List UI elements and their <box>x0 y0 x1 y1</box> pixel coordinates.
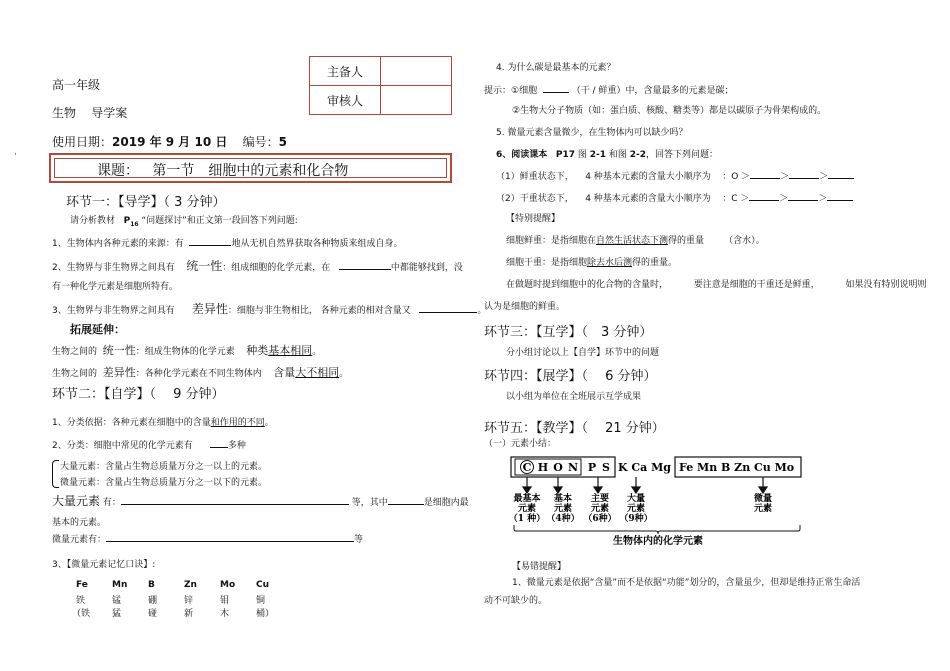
element-symbols-row <box>76 580 292 590</box>
extension-heading: 拓展延伸： <box>70 323 125 336</box>
section5-heading: 环节五：【教学】（ 21 分钟） <box>484 421 665 436</box>
fresh-weight-def <box>506 233 765 246</box>
category-label: （9种） <box>619 514 653 524</box>
elem-name: 铁 <box>76 596 86 606</box>
q6-2-text-c: ：C ＞ <box>722 194 750 204</box>
judge-text-b: 要注意是细胞的干重还是鲜重， <box>693 280 820 290</box>
section3-heading: 环节三：【互学】（ 3 分钟） <box>484 325 653 340</box>
question-6-2 <box>496 190 853 204</box>
error-heading: 【易错提醒】 <box>512 562 567 572</box>
category-label: 元素 <box>626 504 646 514</box>
basis-underlined: 和作用的不同 <box>210 418 265 428</box>
hint1-text-a: 提示：①细胞 <box>484 86 538 96</box>
elem-name: 锰 <box>112 596 122 606</box>
mnemonic-word: 桶） <box>256 609 275 619</box>
judge-note-line2: 认为是细胞的鲜重。 <box>484 302 566 312</box>
elem-name: 锌 <box>184 596 194 606</box>
loose-elements: K Ca Mg <box>618 461 671 474</box>
question-6-1 <box>496 168 854 182</box>
tip-heading: 【特别提醒】 <box>506 214 561 224</box>
macro-text-b: 等，其中 <box>351 498 388 508</box>
section4-body: 以小组为单位在全班展示互学成果 <box>506 392 642 402</box>
macro-text-c: 是细胞内最 <box>423 498 469 508</box>
q6-1-gt-2: ＞ <box>819 172 829 182</box>
q3-text-b: ：细胞与非生物相比， 各种元素的相对含量又 <box>227 306 411 316</box>
elem-symbol: B <box>148 580 155 590</box>
element-symbol: C <box>522 461 532 474</box>
element-symbol: N <box>567 461 579 474</box>
q6-2-blank-1[interactable] <box>749 190 779 201</box>
category-label: 元素 <box>553 504 573 514</box>
diagram-bottom-label: 生物体内的化学元素 <box>613 536 703 547</box>
q6-2-text-a: （2）干重状态下， <box>496 194 574 204</box>
q1-text-a: 1、生物体内各种元素的来源：有 <box>52 239 184 249</box>
extension-1 <box>52 342 321 358</box>
q6-1-blank-1[interactable] <box>750 168 780 179</box>
date-label: 使用日期： <box>52 135 113 149</box>
error-note-1-line2: 动不可缺少的。 <box>484 596 548 606</box>
q6-fig-label-2: 和图 <box>608 150 627 160</box>
q6-1-text-c: ：O ＞ <box>722 172 751 182</box>
error-note-1: 1、微量元素是依据“含量”而不是依据“功能”划分的，含量虽少，但却是维持正常生命活 <box>512 578 861 588</box>
q6-2-gt-2: ＞ <box>818 194 828 204</box>
dry-text-b: 得的重量。 <box>632 258 678 268</box>
mnemonic-word: 猛 <box>112 609 122 619</box>
macro-blank[interactable] <box>121 494 349 505</box>
element-symbol: H <box>537 461 549 474</box>
fresh-underlined: 自然生活状态下测 <box>596 236 669 246</box>
micro-definition: 微量元素：含量占生物总质量万分之一以下的元素。 <box>60 478 268 488</box>
question-2 <box>52 257 463 274</box>
macro-you: 有： <box>102 498 121 508</box>
dry-underlined: 除去水后测 <box>587 258 633 268</box>
trace-elements: Fe Mn B Zn Cu Mo <box>679 461 795 474</box>
hint1-text-b: （干 / 鲜重）中，含量最多的元素是碳； <box>571 86 734 96</box>
q3-text-a: 3、生物界与非生物界之间具有 <box>52 306 175 316</box>
judge-text-c: 如果没有特别说明则 <box>845 280 927 290</box>
basis-text: 1、分类依据：各种元素在细胞中的含量 <box>52 418 211 428</box>
elem-symbol: Mn <box>112 580 128 590</box>
q6-1-blank-2[interactable] <box>789 168 819 179</box>
micro-label: 微量元素有： <box>52 535 107 545</box>
elem-symbol: Fe <box>76 580 88 590</box>
micro-elements-line <box>52 531 363 545</box>
question-5: 5. 微量元素含量微少，在生物体内可以缺少吗？ <box>496 128 688 138</box>
class-text-a: 2、分类：细胞中常见的化学元素有 <box>52 441 193 451</box>
element-diagram <box>508 453 808 547</box>
class-blank[interactable] <box>210 437 228 448</box>
summary-label: （一）元素小结： <box>484 439 557 449</box>
elem-symbol: Zn <box>184 580 197 590</box>
section3-body: 分小组讨论以上【自学】环节中的问题 <box>506 348 660 358</box>
micro-end: 等 <box>354 535 364 545</box>
q6-fig-label-1: 图 <box>577 150 587 160</box>
question-4: 4. 为什么碳是最基本的元素？ <box>496 63 616 73</box>
mnemonic-word: （铁 <box>72 609 91 619</box>
element-names-row <box>76 593 292 606</box>
question-6 <box>496 147 718 160</box>
ext1-text-b: ：组成生物体的化学元素 <box>135 347 235 357</box>
q6-text-a: 6、阅读课本 <box>496 150 548 160</box>
hint1-blank[interactable] <box>543 82 569 93</box>
elem-name: 硼 <box>148 596 158 606</box>
ext1-text-a: 生物之间的 <box>52 347 98 357</box>
intro-text-a: 请分析教材 <box>70 216 116 226</box>
q2-text-c: 中都能够找到，没 <box>390 263 463 273</box>
element-symbol: S <box>602 461 610 474</box>
q6-text-g: ，回答下列问题： <box>646 150 719 160</box>
section1-heading: 环节一：【导学】（ 3 分钟） <box>66 195 226 210</box>
hint-2: ②生物大分子物质（如：蛋白质、核酸、糖类等）都是以碳原子为骨架构成的。 <box>512 106 827 116</box>
ext2-key: 差异性 <box>102 366 136 379</box>
category-label: （4种） <box>546 514 580 524</box>
q6-2-blank-3[interactable] <box>827 190 853 201</box>
category-label: 元素 <box>517 504 537 514</box>
dry-text-a: 细胞干重：是指细胞 <box>506 258 588 268</box>
preparer-table <box>309 56 452 115</box>
reviewer-label: 审核人 <box>310 86 381 115</box>
macro-label: 大量元素 <box>52 494 101 508</box>
q1-text-b: 地从无机自然界获取各种物质来组成自身。 <box>231 239 403 249</box>
number-value: 5 <box>278 135 287 149</box>
macro-definition: 大量元素：含量占生物总质量万分之一以上的元素。 <box>60 462 268 472</box>
hint-1 <box>484 82 733 96</box>
elem-symbol: Cu <box>256 580 270 590</box>
elem-symbol: Mo <box>220 580 236 590</box>
category-label: 最基本 <box>513 494 541 504</box>
question-2-line2: 有一种化学元素是细胞所特有。 <box>52 282 179 292</box>
mnemonic-word: 新 <box>184 609 194 619</box>
q6-1-text-b: 4 种基本元素的含量大小顺序为 <box>585 172 711 182</box>
intro-page-sub: 16 <box>130 220 139 228</box>
q6-1-blank-3[interactable] <box>828 168 854 179</box>
q6-2-blank-2[interactable] <box>788 190 818 201</box>
ext2-text-b: ：各种化学元素在不同生物体内 <box>135 369 262 379</box>
preparer-label: 主备人 <box>310 57 381 86</box>
macro-elements-line2: 基本的元素。 <box>52 518 107 528</box>
section2-heading: 环节二：【自学】（ 9 分钟） <box>52 387 225 402</box>
element-mnemonic-row <box>72 606 292 619</box>
question-3 <box>52 300 486 317</box>
date-line <box>52 133 287 150</box>
elem-name: 铜 <box>256 596 266 606</box>
category-label: 元素 <box>590 504 610 514</box>
category-label: 基本 <box>553 494 573 504</box>
macro-elements-line <box>52 492 469 509</box>
classification-basis <box>52 415 274 428</box>
preparer-value <box>381 57 452 86</box>
date-value: 2019 年 9 月 10 日 <box>112 135 228 149</box>
basis-end: 。 <box>264 418 274 428</box>
judge-note-line1 <box>506 277 927 290</box>
q6-fig-2: 2-2 <box>629 150 647 160</box>
brace-mark <box>52 460 59 488</box>
section1-intro <box>70 213 298 228</box>
judge-text-a: 在做题时提到细胞中的化合物的含量时， <box>506 280 669 290</box>
ext1-key: 统一性 <box>102 344 136 357</box>
ext2-text-c: 含量 <box>273 366 296 379</box>
fresh-text-b: 得的重量 <box>668 236 705 246</box>
category-label: 大量 <box>626 494 646 504</box>
ext1-end: 。 <box>312 347 322 357</box>
ext2-text-a: 生物之间的 <box>52 369 98 379</box>
title-label: 课题： <box>97 163 139 179</box>
micro-blank[interactable] <box>106 531 354 542</box>
section4-heading: 环节四：【展学】（ 6 分钟） <box>484 369 657 384</box>
class-text-b: 多种 <box>227 441 246 451</box>
title-text: 第一节 细胞中的元素和化合物 <box>152 163 349 179</box>
ext1-text-c: 种类 <box>246 344 269 357</box>
arrows <box>523 477 767 493</box>
q2-text-b: ：组成细胞的化学元素，在 <box>222 263 331 273</box>
grade-label: 高一年级 <box>52 78 101 92</box>
classification <box>52 437 246 451</box>
intro-page: P <box>123 216 131 226</box>
ext2-underlined: 大不相同 <box>295 366 340 379</box>
fresh-text-c: （含水）。 <box>724 236 765 246</box>
category-label: （1 种） <box>508 514 546 524</box>
mnemonic-word: 木 <box>220 609 230 619</box>
category-label: （6种） <box>583 514 617 524</box>
q1-blank[interactable] <box>189 235 231 246</box>
bottom-brace <box>514 525 800 534</box>
extension-2 <box>52 364 348 380</box>
number-label: 编号： <box>242 135 279 149</box>
q3-blank[interactable] <box>419 302 477 313</box>
element-symbol: O <box>553 461 563 474</box>
doc-type: 导学案 <box>91 106 128 120</box>
q6-1-gt-1: ＞ <box>780 172 790 182</box>
q2-blank[interactable] <box>339 259 391 270</box>
ext1-underlined: 基本相同 <box>268 344 313 357</box>
q6-2-text-b: 4 种基本元素的含量大小顺序为 <box>585 194 711 204</box>
subject: 生物 <box>52 106 77 120</box>
category-label: 元素 <box>753 504 773 514</box>
mnemonic-word: 碰 <box>148 609 158 619</box>
intro-text-b: “问题探讨”和正文第一段回答下列问题: <box>141 216 298 226</box>
dry-weight-def <box>506 255 677 268</box>
elem-name: 钼 <box>220 596 230 606</box>
fresh-text-a: 细胞鲜重：是指细胞在 <box>506 236 597 246</box>
mnemonic-heading: 3、【微量元素记忆口诀】: <box>52 560 156 570</box>
q3-key: 差异性 <box>191 302 228 316</box>
element-symbol: P <box>587 461 597 474</box>
q2-key: 统一性 <box>186 259 223 273</box>
q2-text-a: 2、生物界与非生物界之间具有 <box>52 263 175 273</box>
category-label: 主要 <box>590 494 610 504</box>
ext2-end: 。 <box>339 369 349 379</box>
question-1 <box>52 235 402 249</box>
q6-fig-1: 2-1 <box>589 150 607 160</box>
q6-1-text-a: （1）鲜重状态下， <box>496 172 574 182</box>
subject-label <box>52 104 127 121</box>
margin-dot: · <box>14 150 17 160</box>
q6-2-gt-1: ＞ <box>779 194 789 204</box>
reviewer-value <box>381 86 452 115</box>
q3-end: 。 <box>477 306 487 316</box>
category-label: 微量 <box>753 494 773 504</box>
q6-page: P17 <box>555 150 575 160</box>
lesson-title <box>97 160 348 180</box>
macro-core-blank[interactable] <box>388 494 424 505</box>
